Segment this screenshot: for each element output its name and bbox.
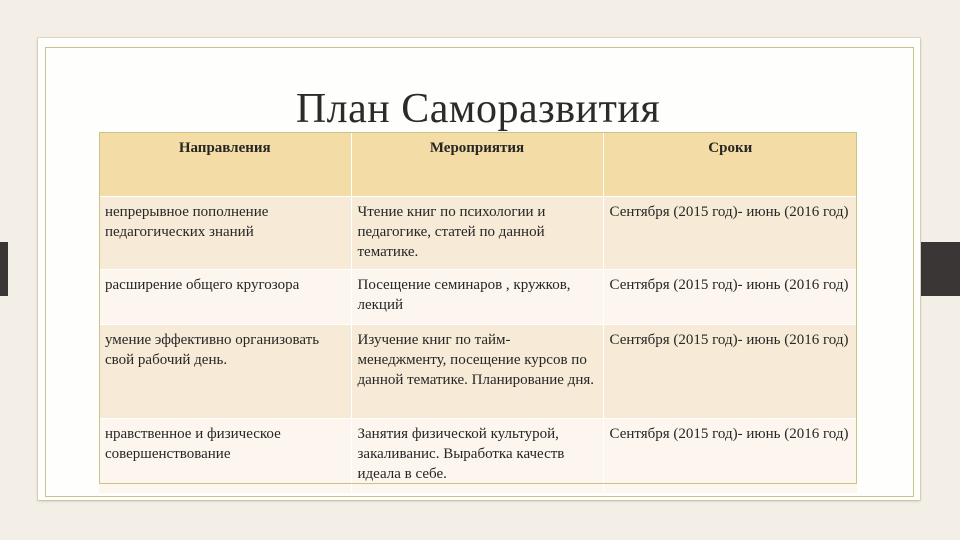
cell-direction: умение эффективно организовать свой рабочий день. xyxy=(99,325,351,419)
cell-deadline: Сентября (2015 год)- июнь (2016 год) xyxy=(603,197,857,270)
table-header-row xyxy=(99,132,857,197)
table-row xyxy=(99,419,857,493)
table-row xyxy=(99,197,857,270)
left-edge-tab xyxy=(0,242,8,296)
cell-deadline: Сентября (2015 год)- июнь (2016 год) xyxy=(603,325,857,419)
cell-direction: непрерывное пополнение педагогических знаний xyxy=(99,197,351,270)
header-deadlines: Сроки xyxy=(603,132,857,197)
cell-direction: расширение общего кругозора xyxy=(99,270,351,325)
cell-deadline: Сентября (2015 год)- июнь (2016 год) xyxy=(603,419,857,493)
cell-activity: Чтение книг по психологии и педагогике, статей по данной тематике. xyxy=(351,197,603,270)
cell-deadline: Сентября (2015 год)- июнь (2016 год) xyxy=(603,270,857,325)
table-row xyxy=(99,325,857,419)
table-row xyxy=(99,270,857,325)
plan-table xyxy=(99,132,857,493)
cell-activity: Изучение книг по тайм-менеджменту, посещение курсов по данной тематике. Планирование дня. xyxy=(351,325,603,419)
header-activities: Мероприятия xyxy=(351,132,603,197)
cell-activity: Посещение семинаров , кружков, лекций xyxy=(351,270,603,325)
cell-direction: нравственное и физическое совершенствование xyxy=(99,419,351,493)
slide-title: План Саморазвития xyxy=(295,86,661,132)
cell-activity: Занятия физической культурой, закаливанис. Выработка качеств идеала в себе. xyxy=(351,419,603,493)
header-directions: Направления xyxy=(99,132,351,197)
